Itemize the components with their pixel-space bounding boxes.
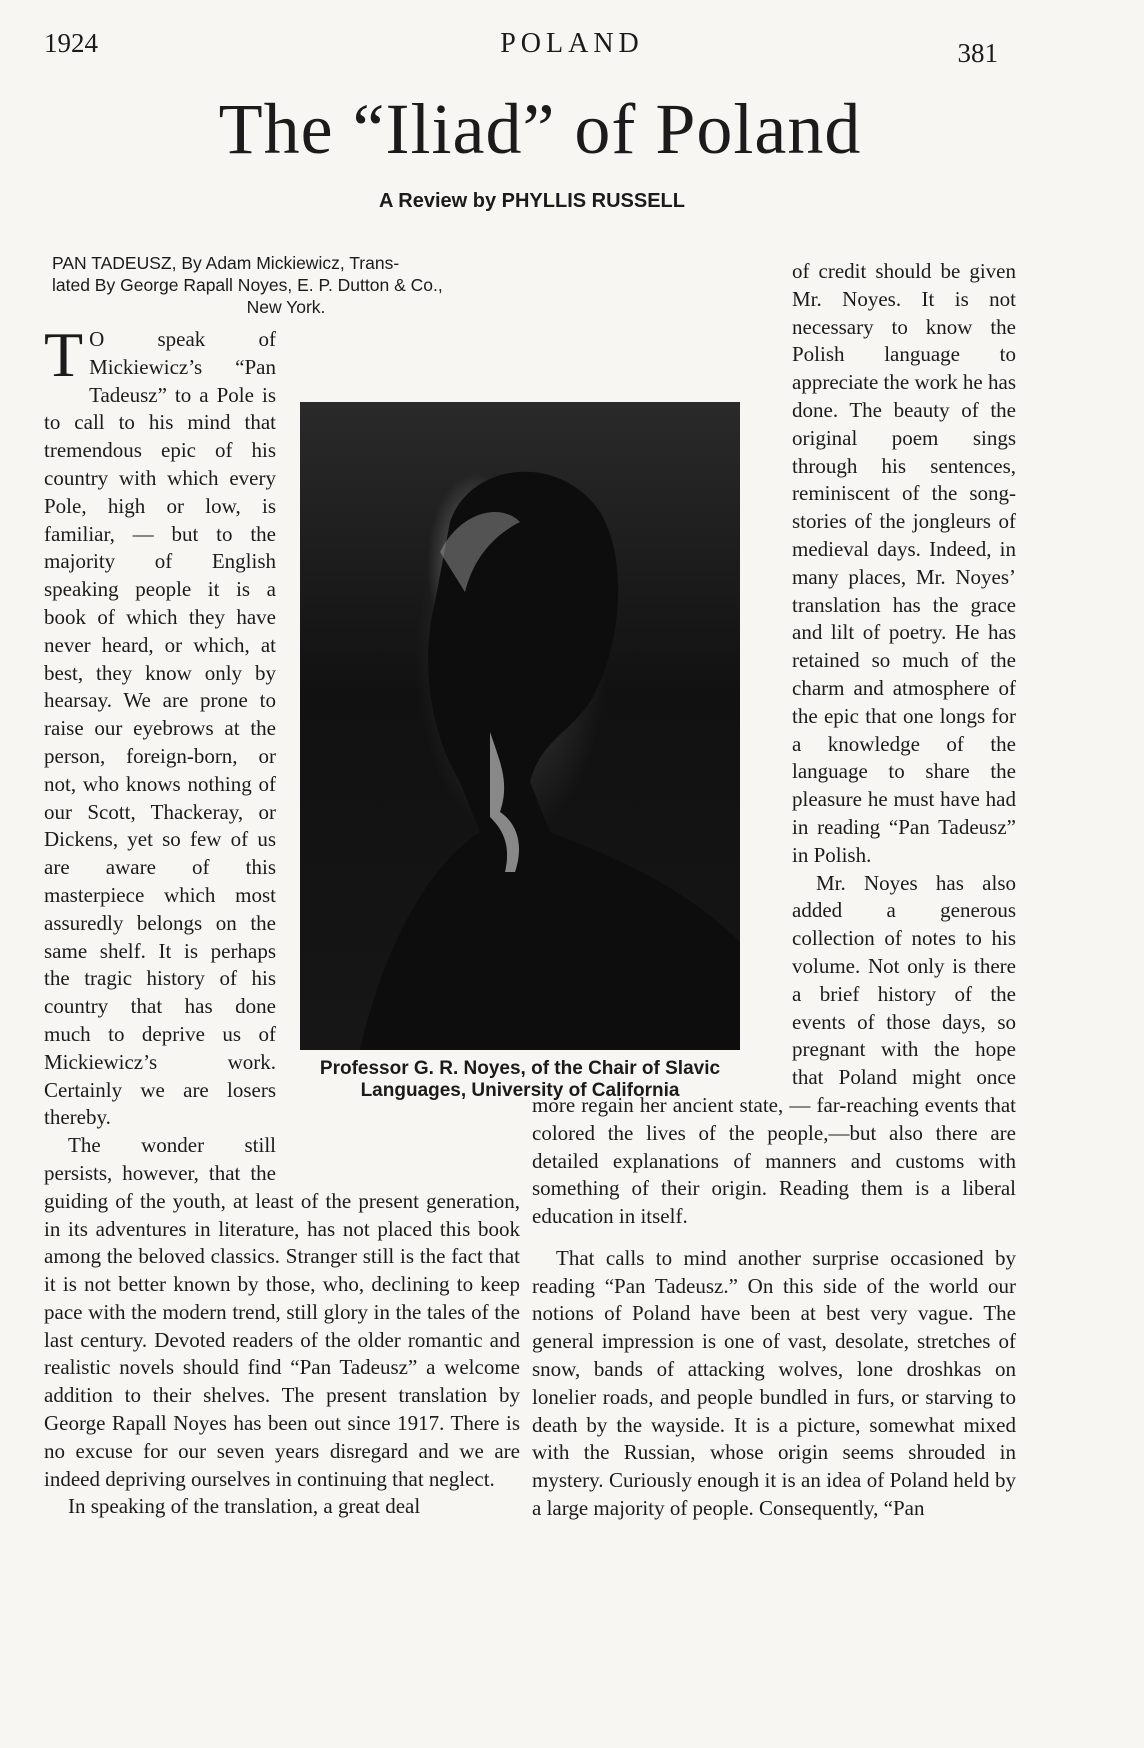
paragraph-2: The wonder still persists, however, that the guiding of the youth, at least of the present generation, in its adventures in literature, has not placed this book among the beloved classics. Stranger still is the fact that it is not better known by those, who, declining to keep pace with the modern trend, still glory in the tales of the last century. Devoted readers of the older romantic and realistic novels should find “Pan Tadeusz” a welcome addition to their shelves. The present translation by George Rapall Noyes has been out since 1917. There is no excuse for our seven years disregard and we are indeed depriving ourselves in continuing that neglect. bbox=[44, 1133, 520, 1491]
header-section: POLAND bbox=[500, 28, 644, 59]
article-title: The “Iliad” of Poland bbox=[218, 89, 862, 169]
header-year: 1924 bbox=[44, 28, 98, 58]
book-citation bbox=[44, 252, 520, 326]
paragraph-6: That calls to mind another surprise occasioned by reading “Pan Tadeusz.” On this side of the world our notions of Poland have been at best very vague. The general impression is one of vast, desolate, stretches of snow, bands of attacking wolves, lone droshkas on lonelier roads, and people bundled in furs, or starving to death by the wayside. It is a picture, somewhat mixed with the Russian, whose origin seems shrouded in mystery. Curiously enough it is an idea of Poland held by a large majority of people. Consequently, “Pan bbox=[532, 1245, 1016, 1521]
portrait-silhouette bbox=[300, 402, 740, 1050]
portrait-photo bbox=[300, 402, 740, 1050]
paragraph-1-text: O speak of Mickiewicz’s “Pan Tadeusz” to a Pole is to call to his mind that tremendous epic of his country with which every Pole, high or low, is familiar, — but to the majority of English speaking people it is a book of which they have never heard, or which, at best, they know only by hearsay. We are prone to raise our eyebrows at the person, foreign-born, or not, who knows nothing of our Scott, Thackeray, or Dickens, yet so few of us are aware of this masterpiece which most assuredly belongs on the same shelf. It is perhaps the tragic history of his country that has done much to deprive us of Mickiewicz’s work. Certainly we are losers thereby. bbox=[44, 327, 276, 1130]
citation-line: PAN TADEUSZ, By Adam Mickiewicz, Trans- bbox=[52, 253, 400, 273]
paragraph-4: of credit should be given Mr. Noyes. It is not necessary to know the Polish language to appreciate the work he has done. The beauty of the original poem sings through his sentences, reminiscent of the song-stories of the jongleurs of medieval days. Indeed, in many places, Mr. Noyes’ translation has the grace and lilt of poetry. He has retained so much of the charm and atmosphere of the epic that one longs for a knowledge of the language to share the pleasure he must have had in reading “Pan Tadeusz” in Polish. bbox=[792, 259, 1016, 867]
byline: A Review by PHYLLIS RUSSELL bbox=[379, 190, 685, 212]
photo-caption: Professor G. R. Noyes, of the Chair of Slavic Languages, University of California bbox=[319, 1058, 721, 1101]
page-number: 381 bbox=[957, 38, 998, 68]
citation-line: New York. bbox=[246, 297, 326, 317]
citation-line: lated By George Rapall Noyes, E. P. Dutton & Co., bbox=[52, 275, 443, 295]
drop-cap: T bbox=[44, 319, 84, 390]
paragraph-3: In speaking of the translation, a great deal bbox=[68, 1494, 421, 1519]
paragraph-5: Mr. Noyes has also added a generous collection of notes to his volume. Not only is there a brief history of the events of those days, so pregnant with the hope that Poland might once more regain her ancient state, — far-reaching events that colored the lives of the people,—but also there are detailed explanations of manners and customs with something of their origin. Reading them is a liberal education in itself. bbox=[532, 870, 1016, 1229]
